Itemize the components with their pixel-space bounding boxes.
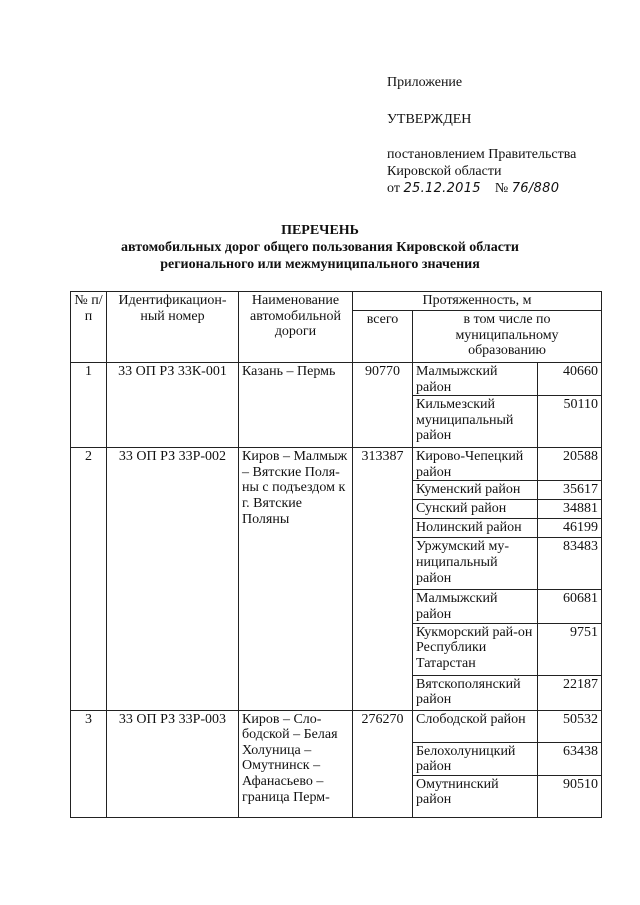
header-length: Протяженность, м xyxy=(353,292,602,311)
title-line-2: автомобильных дорог общего пользования Кировской области xyxy=(121,240,519,255)
table-body xyxy=(71,363,602,818)
handwritten-date: 25.12.2015 xyxy=(403,181,481,196)
title-line-1: ПЕРЕЧЕНЬ xyxy=(281,223,359,238)
table-row xyxy=(71,448,602,481)
table-row xyxy=(71,710,602,742)
number-prefix: № xyxy=(494,181,509,196)
district-name: Слободской район xyxy=(413,710,538,742)
resolution-date-number xyxy=(387,180,627,197)
resolution-line-2: Кировской области xyxy=(387,164,502,179)
district-name: Кирово-Чепецкий район xyxy=(413,448,538,481)
header-num: № п/п xyxy=(71,292,107,363)
header-by-municipality: в том числе по муниципальному образованию xyxy=(413,311,602,363)
district-name: Малмыжский район xyxy=(413,363,538,396)
district-length: 22187 xyxy=(538,675,602,710)
district-length: 46199 xyxy=(538,519,602,538)
district-length: 34881 xyxy=(538,500,602,519)
district-name: Уржумский му-ниципальный район xyxy=(413,538,538,590)
road-total-length: 276270 xyxy=(353,710,413,817)
district-length: 50110 xyxy=(538,396,602,448)
district-length: 63438 xyxy=(538,742,602,775)
district-length: 83483 xyxy=(538,538,602,590)
district-name: Нолинский район xyxy=(413,519,538,538)
district-name: Вятскополянский район xyxy=(413,675,538,710)
district-name: Кукморский рай-он Республики Татарстан xyxy=(413,623,538,675)
resolution-line-1: постановлением Правительства xyxy=(387,147,577,162)
approval-block xyxy=(387,74,627,197)
district-length: 90510 xyxy=(538,775,602,817)
road-id: 33 ОП РЗ 33К-001 xyxy=(107,363,239,448)
header-id: Идентификацион-ный номер xyxy=(107,292,239,363)
district-length: 50532 xyxy=(538,710,602,742)
district-name: Куменский район xyxy=(413,481,538,500)
road-name: Киров – Сло-бодской – Белая Холуница – Омутнинск – Афанасьево – граница Перм- xyxy=(239,710,353,817)
date-prefix: от xyxy=(387,181,400,196)
district-name: Малмыжский район xyxy=(413,590,538,623)
appendix-label: Приложение xyxy=(387,75,463,90)
handwritten-number: 76/880 xyxy=(511,181,560,196)
district-length: 60681 xyxy=(538,590,602,623)
approved-label: УТВЕРЖДЕН xyxy=(387,112,472,127)
roads-table xyxy=(70,291,602,818)
road-number: 1 xyxy=(71,363,107,448)
district-length: 20588 xyxy=(538,448,602,481)
road-total-length: 90770 xyxy=(353,363,413,448)
district-length: 40660 xyxy=(538,363,602,396)
table-header-row xyxy=(71,292,602,311)
road-id: 33 ОП РЗ 33Р-003 xyxy=(107,710,239,817)
road-total-length: 313387 xyxy=(353,448,413,710)
road-number: 3 xyxy=(71,710,107,817)
header-name: Наименование автомобильной дороги xyxy=(239,292,353,363)
district-name: Сунский район xyxy=(413,500,538,519)
district-length: 9751 xyxy=(538,623,602,675)
district-length: 35617 xyxy=(538,481,602,500)
document-title xyxy=(0,222,640,273)
district-name: Кильмезский муниципальный район xyxy=(413,396,538,448)
road-number: 2 xyxy=(71,448,107,710)
road-id: 33 ОП РЗ 33Р-002 xyxy=(107,448,239,710)
district-name: Омутнинский район xyxy=(413,775,538,817)
header-total: всего xyxy=(353,311,413,363)
district-name: Белохолуницкий район xyxy=(413,742,538,775)
table-row xyxy=(71,363,602,396)
road-name: Киров – Малмыж – Вятские Поля-ны с подъездом к г. Вятские Поляны xyxy=(239,448,353,710)
road-name: Казань – Пермь xyxy=(239,363,353,448)
title-line-3: регионального или межмуниципального значения xyxy=(160,257,480,272)
